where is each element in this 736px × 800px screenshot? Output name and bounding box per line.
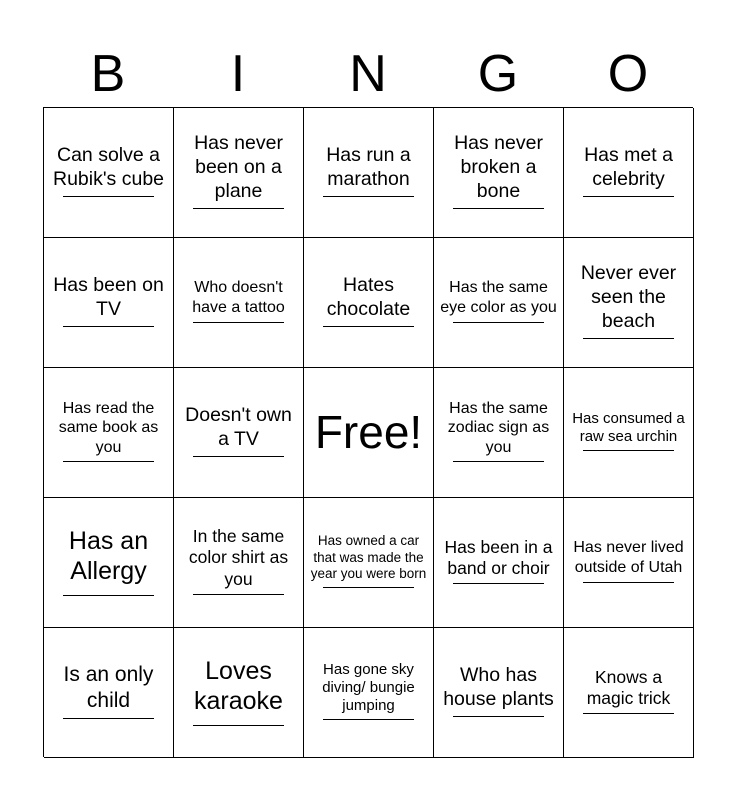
cell-prompt: Has met a celebrity (584, 144, 673, 190)
bingo-cell-r3c2[interactable] (174, 368, 304, 498)
cell-prompt: Loves karaoke (194, 656, 283, 715)
cell-prompt: Has run a marathon (326, 144, 411, 190)
cell-prompt: Has been on TV (53, 274, 164, 320)
bingo-cell-r2c1[interactable] (44, 238, 174, 368)
bingo-cell-r5c5[interactable] (564, 628, 694, 758)
cell-prompt: Never ever seen the beach (580, 262, 677, 332)
bingo-cell-r2c5[interactable] (564, 238, 694, 368)
cell-prompt: Has read the same book as you (58, 399, 159, 456)
cell-prompt: Who has house plants (443, 664, 554, 710)
cell-prompt: Has never been on a plane (194, 132, 283, 202)
cell-prompt: In the same color shirt as you (188, 525, 289, 589)
bingo-cell-r2c4[interactable] (434, 238, 564, 368)
header-letter-i: I (230, 45, 246, 103)
bingo-cell-r2c2[interactable] (174, 238, 304, 368)
cell-prompt: Has never broken a bone (454, 132, 543, 202)
signature-line (193, 594, 284, 595)
signature-line (583, 582, 674, 583)
signature-line (63, 718, 154, 719)
signature-line (63, 595, 154, 596)
header-letter-b: B (90, 45, 126, 103)
bingo-cell-r5c3[interactable] (304, 628, 434, 758)
signature-line (453, 716, 544, 717)
bingo-cell-r4c5[interactable] (564, 498, 694, 628)
bingo-cell-r3c4[interactable] (434, 368, 564, 498)
bingo-cell-r4c2[interactable] (174, 498, 304, 628)
cell-prompt: Has the same eye color as you (440, 279, 557, 316)
signature-line (63, 461, 154, 462)
cell-prompt: Knows a magic trick (586, 666, 671, 708)
bingo-cell-r3c1[interactable] (44, 368, 174, 498)
bingo-cell-r4c4[interactable] (434, 498, 564, 628)
bingo-cell-r5c4[interactable] (434, 628, 564, 758)
signature-line (583, 196, 674, 197)
bingo-cell-r1c1[interactable] (44, 108, 174, 238)
bingo-card-grid (43, 107, 693, 757)
bingo-cell-r3c5[interactable] (564, 368, 694, 498)
bingo-header (43, 40, 693, 108)
signature-line (583, 338, 674, 339)
cell-prompt: Hates chocolate (326, 274, 411, 320)
bingo-cell-r4c1[interactable] (44, 498, 174, 628)
cell-prompt: Has gone sky diving/ bungie jumping (322, 660, 415, 715)
free-space-label: Free! (314, 406, 423, 459)
signature-line (323, 587, 414, 588)
bingo-cell-r1c4[interactable] (434, 108, 564, 238)
cell-prompt: Has the same zodiac sign as you (447, 399, 550, 456)
free-space[interactable] (304, 368, 434, 498)
signature-line (583, 450, 674, 451)
cell-prompt: Is an only child (63, 663, 154, 712)
signature-line (323, 196, 414, 197)
signature-line (453, 208, 544, 209)
signature-line (63, 196, 154, 197)
bingo-cell-r5c1[interactable] (44, 628, 174, 758)
bingo-cell-r1c2[interactable] (174, 108, 304, 238)
header-letter-g: G (477, 45, 519, 103)
header-letter-n: N (349, 45, 387, 103)
signature-line (453, 322, 544, 323)
signature-line (193, 208, 284, 209)
signature-line (193, 456, 284, 457)
signature-line (323, 719, 414, 720)
header-letter-o: O (607, 45, 649, 103)
signature-line (323, 326, 414, 327)
signature-line (193, 322, 284, 323)
cell-prompt: Has consumed a raw sea urchin (572, 409, 685, 445)
bingo-cell-r2c3[interactable] (304, 238, 434, 368)
cell-prompt: Has been in a band or choir (444, 536, 553, 578)
cell-prompt: Has never lived outside of Utah (573, 539, 684, 576)
cell-prompt: Who doesn't have a tattoo (192, 279, 285, 316)
signature-line (453, 461, 544, 462)
signature-line (63, 326, 154, 327)
cell-prompt: Can solve a Rubik's cube (52, 144, 165, 190)
bingo-cell-r1c3[interactable] (304, 108, 434, 238)
bingo-cell-r5c2[interactable] (174, 628, 304, 758)
bingo-cell-r4c3[interactable] (304, 498, 434, 628)
signature-line (193, 725, 284, 726)
cell-prompt: Doesn't own a TV (185, 404, 292, 450)
bingo-cell-r1c5[interactable] (564, 108, 694, 238)
cell-prompt: Has an Allergy (68, 526, 149, 585)
cell-prompt: Has owned a car that was made the year you were born (310, 533, 427, 582)
signature-line (583, 713, 674, 714)
signature-line (453, 583, 544, 584)
